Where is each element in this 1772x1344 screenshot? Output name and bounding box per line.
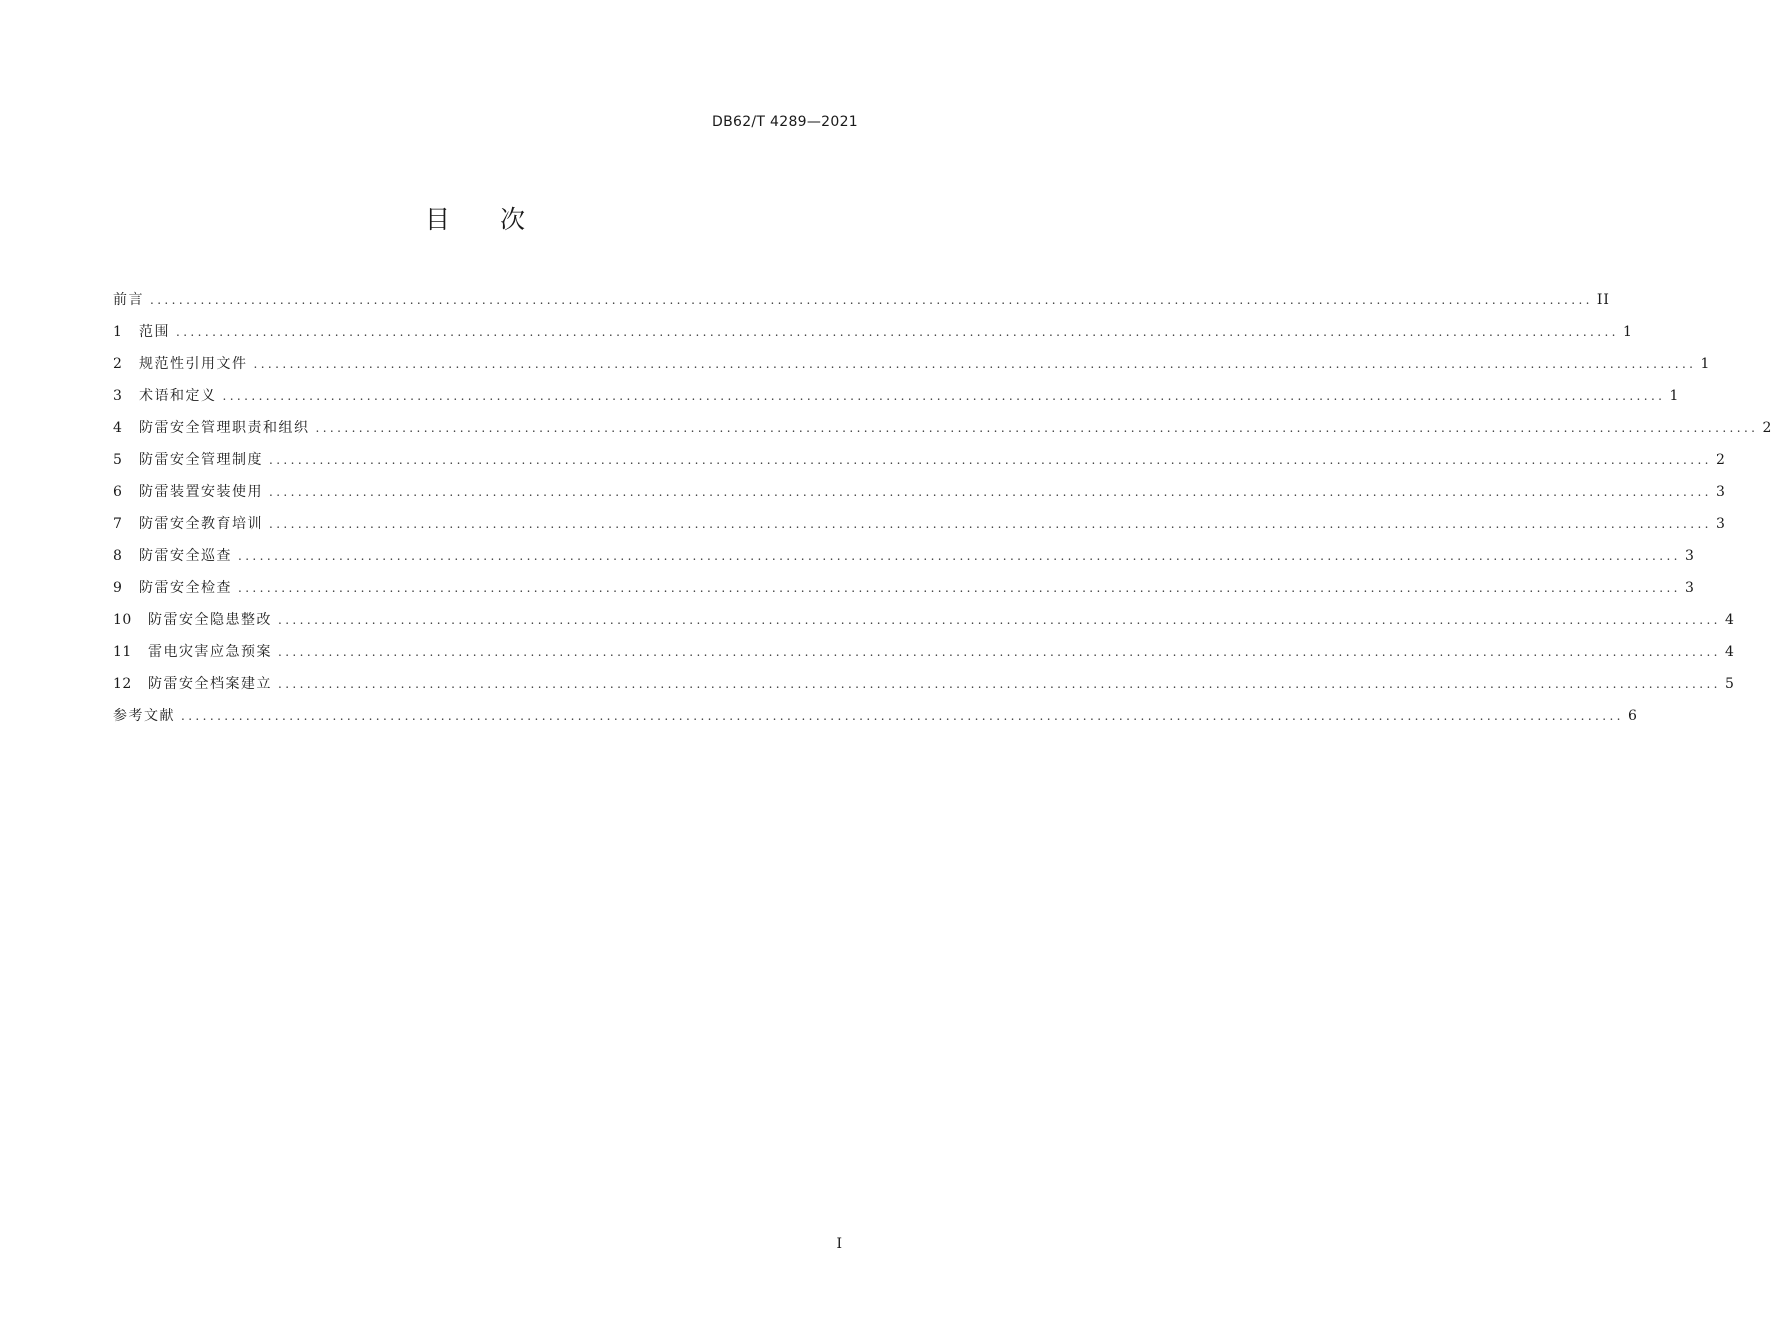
toc-entry-title: 范围 [139, 324, 170, 340]
toc-entry-page: 2 [1762, 420, 1772, 436]
toc-entry-title: 防雷安全管理职责和组织 [139, 420, 310, 436]
toc-entry-4[interactable] [113, 415, 1772, 447]
toc-entry-number: 8 [113, 548, 123, 564]
toc-entry-10[interactable] [113, 607, 1735, 639]
toc-entry-page: 1 [1622, 324, 1633, 340]
toc-dot-leader: ........................................................................................................................................................................................................ [278, 613, 1721, 627]
toc-entry-title: 防雷安全管理制度 [139, 452, 263, 468]
toc-dot-leader: ........................................................................................................................................................................................................ [278, 677, 1721, 691]
toc-entry-title: 防雷安全巡查 [139, 548, 232, 564]
toc-entry-title: 防雷安全教育培训 [139, 516, 263, 532]
toc-dot-leader: ........................................................................................................................................................................................................ [269, 517, 1712, 531]
toc-entry-title: 防雷安全检查 [139, 580, 232, 596]
toc-entry-number: 11 [113, 644, 132, 660]
toc-entry-page: II [1596, 292, 1610, 308]
toc-dot-leader: ........................................................................................................................................................................................................ [181, 709, 1624, 723]
toc-dot-leader: ........................................................................................................................................................................................................ [176, 325, 1619, 339]
toc-entry-page: 3 [1715, 516, 1726, 532]
toc-entry-12[interactable] [113, 671, 1735, 703]
toc-entry-page: 3 [1715, 484, 1726, 500]
toc-entry-number: 2 [113, 356, 123, 372]
toc-entry-number: 6 [113, 484, 123, 500]
toc-entry-foreword[interactable] [113, 287, 1610, 319]
toc-dot-leader: ........................................................................................................................................................................................................ [150, 293, 1593, 307]
toc-entry-11[interactable] [113, 639, 1735, 671]
toc-entry-page: 6 [1627, 708, 1638, 724]
toc-entry-number: 12 [113, 676, 132, 692]
toc-entry-number: 5 [113, 452, 123, 468]
toc-dot-leader: ........................................................................................................................................................................................................ [253, 357, 1697, 371]
document-code: DB62/T 4289—2021 [712, 114, 858, 130]
toc-entry-2[interactable] [113, 351, 1711, 383]
toc-dot-leader: ........................................................................................................................................................................................................ [238, 549, 1681, 563]
page-title: 目次 [424, 205, 575, 234]
toc-entry-6[interactable] [113, 479, 1726, 511]
toc-entry-number: 3 [113, 388, 123, 404]
toc-entry-page: 2 [1715, 452, 1726, 468]
toc-entry-page: 3 [1684, 580, 1695, 596]
toc-entry-7[interactable] [113, 511, 1726, 543]
toc-entry-page: 1 [1700, 356, 1711, 372]
toc-dot-leader: ........................................................................................................................................................................................................ [269, 485, 1712, 499]
toc-entry-title: 参考文献 [113, 708, 175, 724]
toc-dot-leader: ........................................................................................................................................................................................................ [278, 645, 1721, 659]
toc-dot-leader: ........................................................................................................................................................................................................ [269, 453, 1712, 467]
toc-entry-number: 9 [113, 580, 123, 596]
toc-entry-title: 术语和定义 [139, 388, 217, 404]
toc-entry-title: 防雷装置安装使用 [139, 484, 263, 500]
toc-entry-number: 10 [113, 612, 132, 628]
toc-entry-title: 规范性引用文件 [139, 356, 248, 372]
toc-entry-title: 防雷安全档案建立 [148, 676, 272, 692]
toc-entry-9[interactable] [113, 575, 1695, 607]
toc-dot-leader: ........................................................................................................................................................................................................ [222, 389, 1666, 403]
toc-entry-number: 1 [113, 324, 123, 340]
page-number: I [836, 1236, 842, 1252]
toc-entry-title: 前言 [113, 292, 144, 308]
toc-dot-leader: ........................................................................................................................................................................................................ [238, 581, 1681, 595]
toc-entry-title: 防雷安全隐患整改 [148, 612, 272, 628]
toc-entry-8[interactable] [113, 543, 1695, 575]
toc-entry-page: 4 [1724, 612, 1735, 628]
toc-entry-page: 1 [1669, 388, 1680, 404]
toc-entry-3[interactable] [113, 383, 1680, 415]
toc-entry-number: 4 [113, 420, 123, 436]
table-of-contents [113, 287, 1772, 735]
toc-entry-references[interactable] [113, 703, 1638, 735]
toc-entry-title: 雷电灾害应急预案 [148, 644, 272, 660]
toc-entry-number: 7 [113, 516, 123, 532]
toc-entry-page: 5 [1724, 676, 1735, 692]
toc-entry-page: 4 [1724, 644, 1735, 660]
toc-entry-page: 3 [1684, 548, 1695, 564]
toc-entry-5[interactable] [113, 447, 1726, 479]
toc-entry-1[interactable] [113, 319, 1633, 351]
toc-dot-leader: ........................................................................................................................................................................................................ [315, 421, 1759, 435]
